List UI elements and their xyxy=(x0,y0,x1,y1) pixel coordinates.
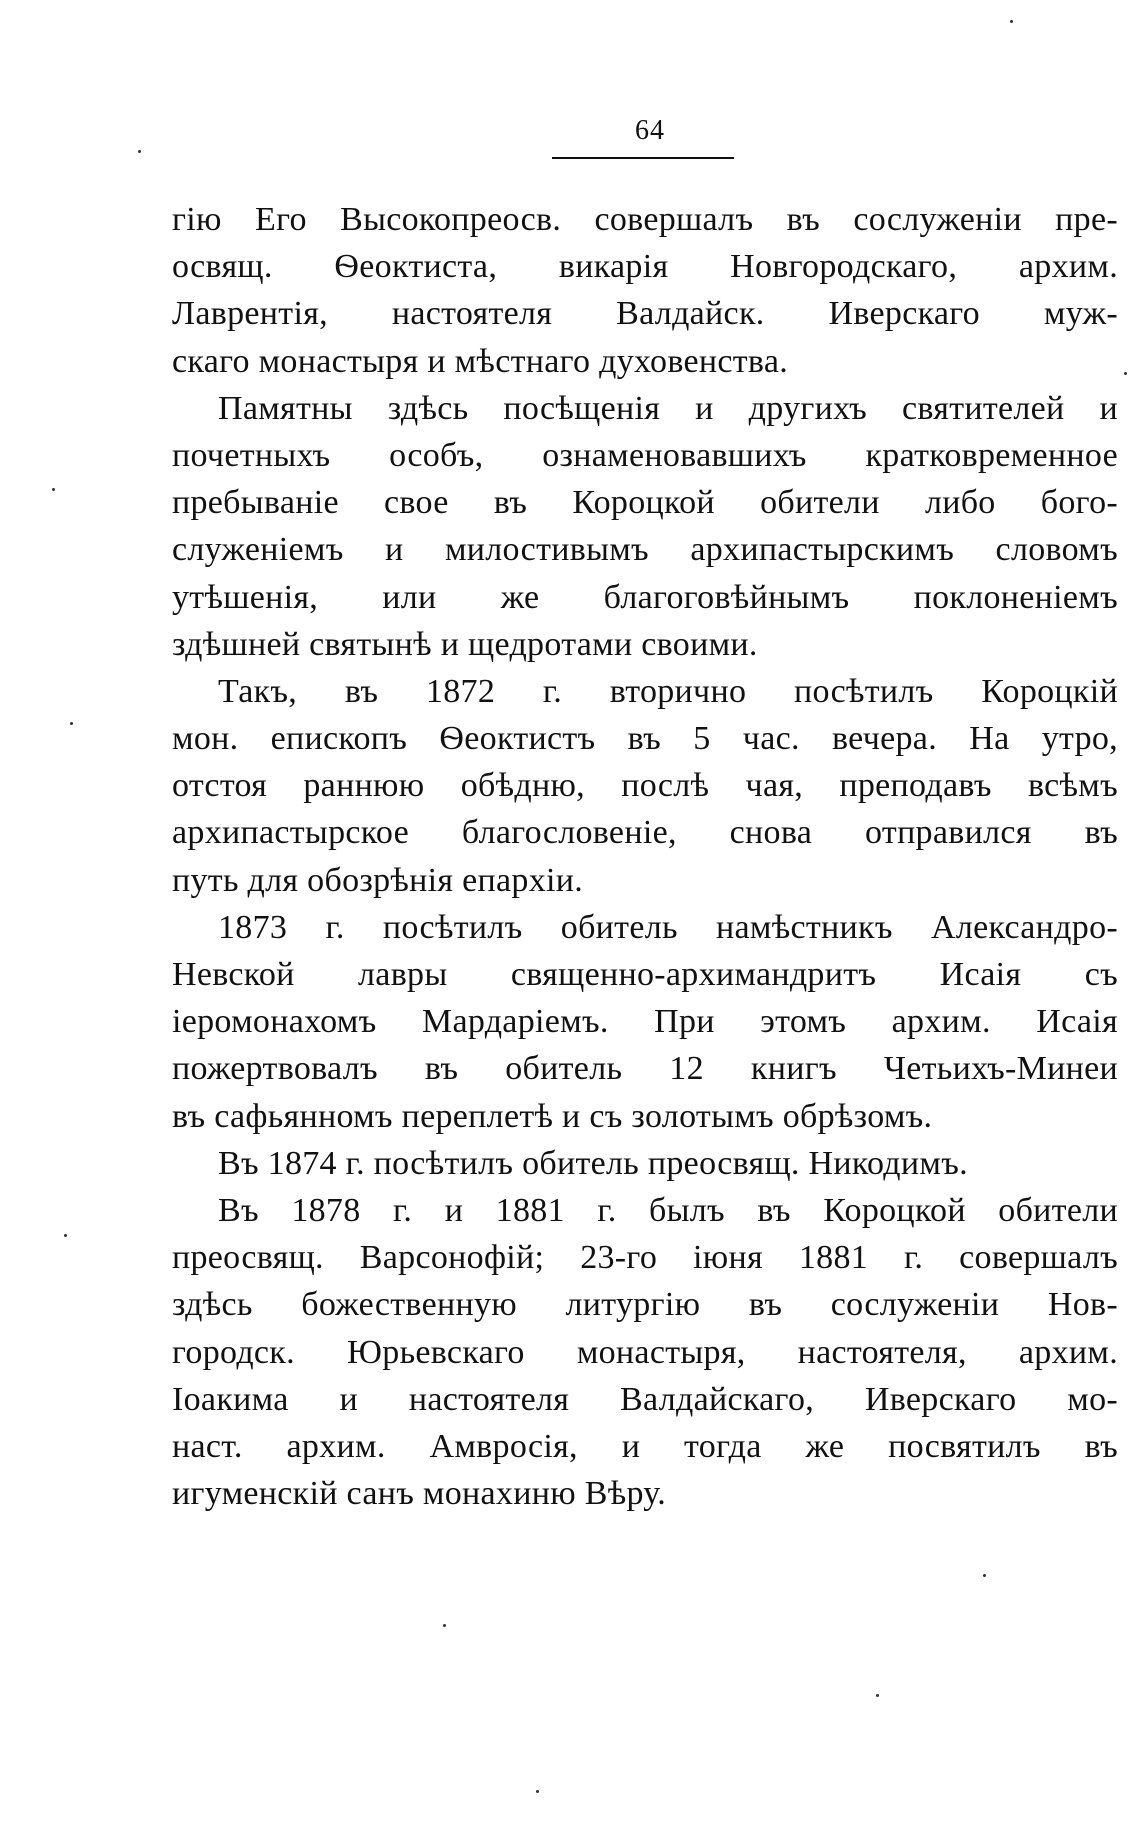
page-number: 64 xyxy=(635,115,665,146)
scan-speck xyxy=(983,1574,986,1577)
scan-speck xyxy=(138,150,141,153)
text-line: служеніемъ и милостивымъ архипастырскимъ словомъ xyxy=(172,531,1118,569)
text-line: пребываніе свое въ Короцкой обители либо бого- xyxy=(172,484,1118,522)
text-line: Іоакима и настоятеля Валдайскаго, Иверскаго мо- xyxy=(172,1380,1118,1418)
scan-speck xyxy=(1124,372,1127,375)
page-number-rule xyxy=(552,157,734,159)
text-line: архипастырское благословеніе, снова отправился въ xyxy=(172,814,1118,852)
text-line: наст. архим. Амвросія, и тогда же посвятилъ въ xyxy=(172,1427,1118,1465)
scan-speck xyxy=(64,1234,67,1237)
scan-speck xyxy=(52,488,55,491)
scan-speck xyxy=(876,1694,879,1697)
text-line: здѣсь божественную литургію въ сослуженіи Нов- xyxy=(172,1286,1118,1324)
text-line: Въ 1874 г. посѣтилъ обитель преосвящ. Никодимъ. xyxy=(218,1144,968,1182)
text-line: іеромонахомъ Мардаріемъ. При этомъ архим. Исаія xyxy=(172,1003,1118,1041)
scan-speck xyxy=(536,1790,539,1793)
text-line: скаго монастыря и мѣстнаго духовенства. xyxy=(172,342,789,380)
scan-speck xyxy=(1010,20,1013,23)
text-line: пожертвовалъ въ обитель 12 книгъ Четьихъ-Минеи xyxy=(172,1050,1118,1088)
text-line: Въ 1878 г. и 1881 г. былъ въ Короцкой обители xyxy=(218,1191,1118,1229)
text-line: здѣшней святынѣ и щедротами своими. xyxy=(172,625,758,663)
text-line: почетныхъ особъ, ознаменовавшихъ кратковременное xyxy=(172,436,1118,474)
text-line: Памятны здѣсь посѣщенія и другихъ святителей и xyxy=(218,389,1118,427)
text-line: отстоя раннюю обѣдню, послѣ чая, преподавъ всѣмъ xyxy=(172,767,1118,805)
body-text xyxy=(172,196,1118,1517)
scan-speck xyxy=(70,722,73,725)
text-line: городск. Юрьевскаго монастыря, настоятеля, архим. xyxy=(172,1333,1118,1371)
text-line: гію Его Высокопреосв. совершалъ въ сослуженіи пре- xyxy=(172,201,1118,238)
text-line: въ сафьянномъ переплетѣ и съ золотымъ обрѣзомъ. xyxy=(172,1097,933,1135)
text-line: утѣшенія, или же благоговѣйнымъ поклоненіемъ xyxy=(172,578,1118,616)
text-line: путь для обозрѣнія епархіи. xyxy=(172,861,584,899)
text-line: преосвящ. Варсонофій; 23-го іюня 1881 г. совершалъ xyxy=(172,1239,1118,1277)
text-line: Невской лавры священно-архимандритъ Исаія съ xyxy=(172,956,1118,993)
text-line: Лаврентія, настоятеля Валдайск. Иверскаго муж- xyxy=(172,295,1118,333)
text-line: освящ. Ѳеоктиста, викарія Новгородскаго, архим. xyxy=(172,248,1118,286)
text-line: игуменскій санъ монахиню Вѣру. xyxy=(172,1475,666,1513)
scan-speck xyxy=(443,1624,446,1627)
text-line: 1873 г. посѣтилъ обитель намѣстникъ Александро- xyxy=(218,908,1118,946)
text-line: Такъ, въ 1872 г. вторично посѣтилъ Короцкій xyxy=(218,672,1118,710)
text-line: мон. епископъ Ѳеоктистъ въ 5 час. вечера. На утро, xyxy=(172,720,1118,758)
